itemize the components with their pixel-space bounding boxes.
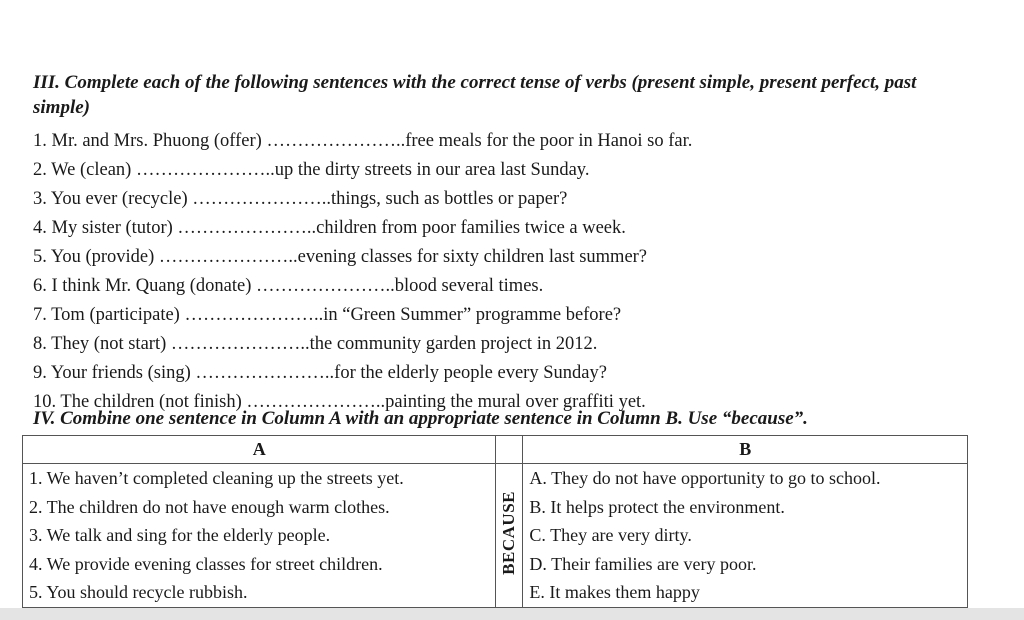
blank-line: ………………….. — [184, 305, 324, 325]
column-b-header: B — [523, 436, 968, 464]
exercise-item: 5. You (provide) …………………..evening classes for sixty children last summer? — [33, 247, 648, 267]
blank-line: ………………….. — [266, 131, 406, 151]
column-b-item: E. It makes them happy — [529, 582, 700, 602]
blank-line: ………………….. — [195, 363, 335, 383]
blank-line: ………………….. — [135, 160, 275, 180]
blank-line: ………………….. — [256, 276, 395, 296]
exercise-item: 4. My sister (tutor) …………………..children from poor families twice a week. — [33, 218, 626, 238]
bottom-edge-bar — [0, 608, 1024, 620]
blank-line: ………………….. — [246, 392, 386, 412]
column-b-item: B. It helps protect the environment. — [529, 496, 785, 517]
exercise-item: 1. Mr. and Mrs. Phuong (offer) …………………..free meals for the poor in Hanoi so far. — [33, 131, 693, 151]
section-3-heading: III. Complete each of the following sentences with the correct tense of verbs (present simple, present perfect, past simple) — [33, 72, 917, 118]
blank-line: ………………….. — [170, 334, 310, 354]
column-a-cell — [23, 464, 496, 608]
connector-header-cell — [496, 436, 523, 464]
exercise-item: 3. You ever (recycle) …………………..things, such as bottles or paper? — [33, 189, 568, 209]
matching-table — [22, 435, 968, 608]
exercise-item: 10. The children (not finish) …………………..painting the mural over graffiti yet. — [33, 392, 646, 412]
exercise-item: 6. I think Mr. Quang (donate) …………………..blood several times. — [33, 276, 544, 296]
exercise-item: 8. They (not start) …………………..the community garden project in 2012. — [33, 334, 598, 354]
column-a-header: A — [23, 436, 496, 464]
exercise-item: 9. Your friends (sing) …………………..for the elderly people every Sunday? — [33, 363, 607, 383]
blank-line: ………………….. — [177, 218, 317, 238]
column-a-item: 1. We haven’t completed cleaning up the streets yet. — [29, 468, 404, 488]
because-cell — [496, 464, 523, 608]
section-4-heading: IV. Combine one sentence in Column A with an appropriate sentence in Column B. Use “because”. — [33, 408, 808, 429]
because-label: BECAUSE — [499, 490, 519, 575]
column-b-item: D. Their families are very poor. — [529, 553, 757, 574]
column-b-cell — [523, 464, 968, 608]
column-a-item: 3. We talk and sing for the elderly people. — [29, 525, 331, 545]
column-a-item: 2. The children do not have enough warm clothes. — [29, 496, 390, 517]
column-a-item: 5. You should recycle rubbish. — [29, 582, 248, 602]
column-a-item: 4. We provide evening classes for street children. — [29, 553, 383, 574]
blank-line: ………………….. — [158, 247, 298, 267]
column-b-item: C. They are very dirty. — [529, 525, 692, 545]
blank-line: ………………….. — [192, 189, 332, 209]
column-b-item: A. They do not have opportunity to go to school. — [529, 468, 881, 488]
exercise-3-list — [33, 127, 692, 417]
exercise-item: 2. We (clean) …………………..up the dirty streets in our area last Sunday. — [33, 160, 590, 180]
exercise-item: 7. Tom (participate) …………………..in “Green Summer” programme before? — [33, 305, 622, 325]
